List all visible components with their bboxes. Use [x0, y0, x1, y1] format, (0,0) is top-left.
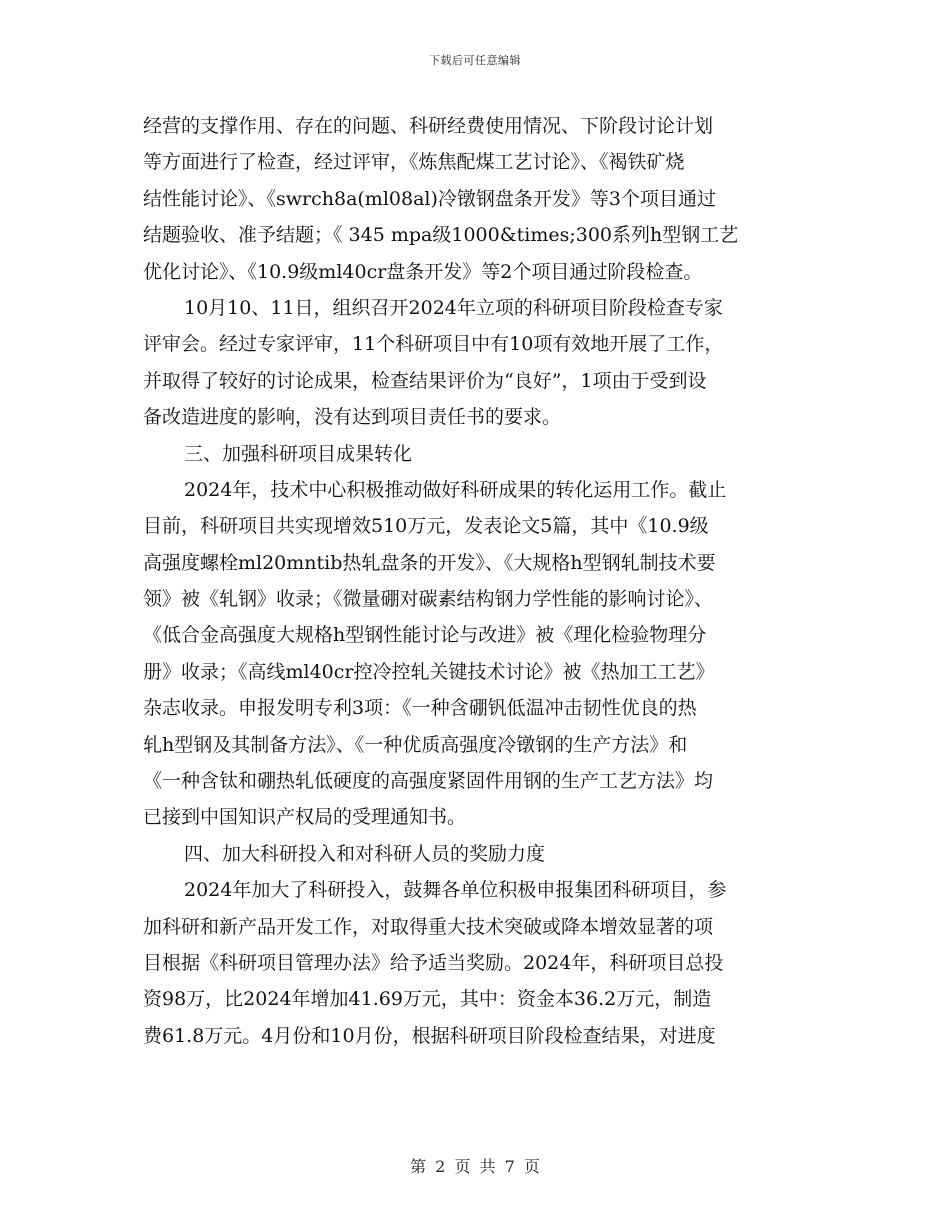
text-line: 册》收录；《高线ml40cr控冷控轧关键技术讨论》被《热加工工艺》: [143, 660, 715, 683]
text-line: 等方面进行了检查，经过评审，《炼焦配煤工艺讨论》、《褐铁矿烧: [143, 151, 685, 174]
text-line: 领》被《轧钢》收录；《微量硼对碳素结构钢力学性能的影响讨论》、: [143, 588, 714, 611]
text-line: 资98万，比2024年增加41.69万元，其中：资金本36.2万元，制造: [143, 988, 712, 1011]
text-line: 备改造进度的影响，没有达到项目责任书的要求。: [143, 406, 562, 429]
text-line: 《一种含钛和硼热轧低硬度的高强度紧固件用钢的生产工艺方法》均: [143, 770, 714, 793]
document-body: [143, 108, 809, 1054]
text-line: 《低合金高强度大规格h型钢性能讨论与改进》被《理化检验物理分: [143, 624, 707, 647]
text-line: 目前，科研项目共实现增效510万元，发表论文5篇，其中《10.9级: [143, 515, 709, 538]
text-line: 评审会。经过专家评审，11个科研项目中有10项有效地开展了工作，: [143, 333, 724, 356]
section-heading: 四、加大科研投入和对科研人员的奖励力度: [184, 842, 546, 865]
text-line: 高强度螺栓ml20mntib热轧盘条的开发》、《大规格h型钢轧制技术要: [143, 551, 716, 574]
paragraph-first-line: 10月10、11日，组织召开2024年立项的科研项目阶段检查专家: [184, 296, 723, 319]
text-line: 加科研和新产品开发工作，对取得重大技术突破或降本增效显著的项: [143, 915, 714, 938]
text-line: 费61.8万元。4月份和10月份，根据科研项目阶段检查结果，对进度: [143, 1024, 716, 1047]
text-line: 结性能讨论》、《swrch8a(ml08al)冷镦钢盘条开发》等3个项目通过: [143, 187, 716, 210]
text-line: 优化讨论》、《10.9级ml40cr盘条开发》等2个项目通过阶段检查。: [143, 260, 703, 283]
text-line: 并取得了较好的讨论成果，检查结果评价为“良好”，1项由于受到设: [143, 369, 707, 392]
section-heading: 三、加强科研项目成果转化: [184, 442, 413, 465]
page-footer: 第 2 页 共 7 页: [410, 1157, 540, 1176]
text-line: 已接到中国知识产权局的受理通知书。: [143, 806, 467, 829]
text-line: 经营的支撑作用、存在的问题、科研经费使用情况、下阶段讨论计划: [143, 115, 714, 137]
text-line: 目根据《科研项目管理办法》给予适当奖励。2024年，科研项目总投: [143, 951, 724, 974]
paragraph-first-line: 2024年，技术中心积极推动做好科研成果的转化运用工作。截止: [184, 478, 727, 501]
text-line: 杂志收录。申报发明专利3项：《一种含硼钒低温冲击韧性优良的热: [143, 697, 697, 720]
page-header: 下载后可任意编辑: [429, 54, 521, 67]
text-line: 轧h型钢及其制备方法》、《一种优质高强度冷镦钢的生产方法》和: [143, 733, 688, 756]
paragraph-first-line: 2024年加大了科研投入，鼓舞各单位积极申报集团科研项目，参: [184, 879, 727, 902]
text-line: 结题验收、准予结题；《 345 mpa级1000&times;300系列h型钢工艺: [143, 224, 739, 247]
